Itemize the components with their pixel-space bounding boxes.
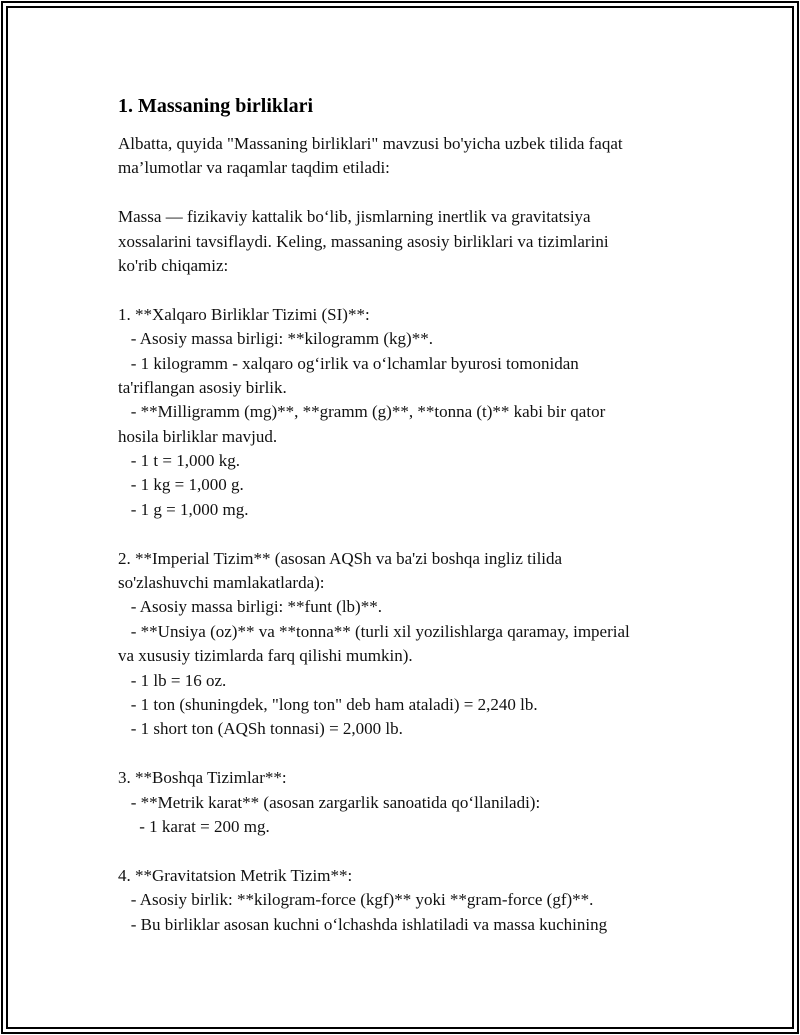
text-line: ko'rib chiqamiz: — [118, 255, 229, 275]
text-line: - 1 kg = 1,000 g. — [118, 475, 244, 495]
text-line — [118, 522, 698, 546]
text-line — [118, 839, 698, 863]
text-line: - **Unsiya (oz)** va **tonna** (turli xil yozilishlarga qaramay, imperial — [118, 621, 630, 641]
text-line: Albatta, quyida "Massaning birliklari" mavzusi bo'yicha uzbek tilida faqat — [118, 134, 623, 153]
text-line — [118, 181, 698, 205]
text-line: 4. **Gravitatsion Metrik Tizim**: — [118, 865, 353, 885]
text-line — [118, 278, 698, 302]
text-line: hosila birliklar mavjud. — [118, 426, 278, 446]
text-line: - 1 karat = 200 mg. — [118, 816, 270, 836]
text-line: ta'riflangan asosiy birlik. — [118, 377, 287, 397]
text-line: ma’lumotlar va raqamlar taqdim etiladi: — [118, 158, 390, 178]
text-line — [118, 742, 698, 766]
text-line: 2. **Imperial Tizim** (asosan AQSh va ba'zi boshqa ingliz tilida — [118, 548, 563, 568]
text-line: - **Milligramm (mg)**, **gramm (g)**, **tonna (t)** kabi bir qator — [118, 402, 606, 422]
text-line: 1. **Xalqaro Birliklar Tizimi (SI)**: — [118, 304, 370, 324]
text-line: va xususiy tizimlarda farq qilishi mumkin). — [118, 646, 413, 666]
text-line: - 1 lb = 16 oz. — [118, 670, 227, 690]
document-text — [118, 132, 698, 937]
text-line: so'zlashuvchi mamlakatlarda): — [118, 573, 325, 593]
text-line: - Asosiy birlik: **kilogram-force (kgf)** yoki **gram-force (gf)**. — [118, 890, 594, 910]
text-line: - 1 kilogramm - xalqaro og‘irlik va o‘lchamlar byurosi tomonidan — [118, 353, 579, 373]
text-line: - 1 ton (shuningdek, "long ton" deb ham ataladi) = 2,240 lb. — [118, 694, 538, 714]
text-line: - Asosiy massa birligi: **funt (lb)**. — [118, 597, 382, 617]
text-line: - Asosiy massa birligi: **kilogramm (kg)**. — [118, 329, 433, 349]
document-title: 1. Massaning birliklari — [118, 95, 314, 117]
text-line: Massa — fizikaviy kattalik bo‘lib, jismlarning inertlik va gravitatsiya — [118, 207, 591, 227]
text-line: 3. **Boshqa Tizimlar**: — [118, 768, 287, 788]
text-line: - **Metrik karat** (asosan zargarlik sanoatida qo‘llaniladi): — [118, 792, 541, 812]
document-body — [118, 92, 698, 937]
text-line: - 1 g = 1,000 mg. — [118, 499, 249, 519]
text-line: - 1 t = 1,000 kg. — [118, 451, 240, 471]
text-line: xossalarini tavsiflaydi. Keling, massaning asosiy birliklari va tizimlarini — [118, 231, 609, 251]
text-line: - Bu birliklar asosan kuchni o‘lchashda ishlatiladi va massa kuchining — [118, 914, 608, 934]
text-line: - 1 short ton (AQSh tonnasi) = 2,000 lb. — [118, 719, 403, 739]
